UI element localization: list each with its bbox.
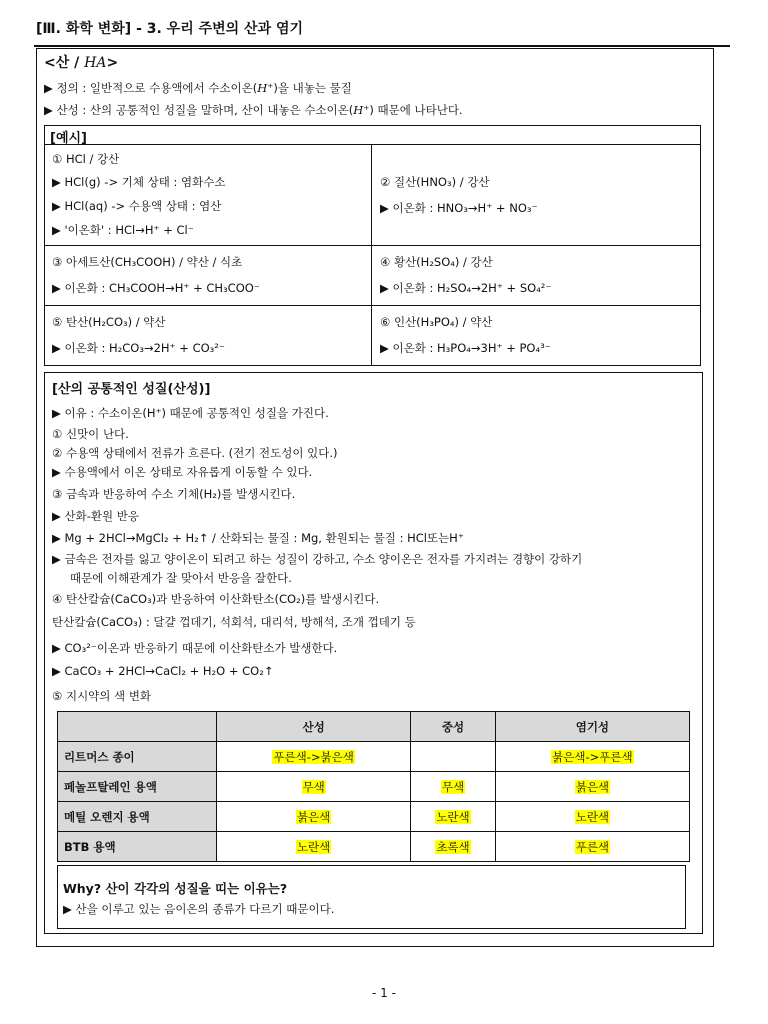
table-cell [217, 832, 411, 862]
examples-title: [예시] [50, 131, 87, 146]
table-row [58, 772, 690, 802]
hcl-title: ① HCl / 강산 [52, 152, 120, 166]
examples-divider-row2 [44, 305, 700, 306]
hcl-aq: ▶ HCl(aq) -> 수용액 상태 : 염산 [52, 199, 222, 213]
examples-divider-top [44, 144, 700, 145]
property-line: 탄산칼슘(CaCO₃) : 달걀 껍데기, 석회석, 대리석, 방해석, 조개 껍데기 등 [52, 615, 416, 629]
table-header-cell: 염기성 [495, 712, 689, 742]
table-row [58, 742, 690, 772]
color-value: 붉은색->푸른색 [552, 749, 633, 764]
why-box [57, 865, 686, 929]
page-number: - 1 - [372, 986, 396, 1000]
acetic-title: ③ 아세트산(CH₃COOH) / 약산 / 식초 [52, 255, 243, 269]
color-value: 붉은색 [296, 809, 331, 824]
header-rule [34, 45, 730, 47]
indicator-name: 메틸 오렌지 용액 [58, 802, 217, 832]
h3po4-title: ⑥ 인산(H₃PO₄) / 약산 [380, 315, 493, 329]
acidity-definition [44, 102, 463, 118]
h3po4-ionization: ▶ 이온화 : H₃PO₄→3H⁺ + PO₄³⁻ [380, 341, 551, 355]
table-cell [495, 802, 689, 832]
property-line: 때문에 이해관계가 잘 맞아서 반응을 잘한다. [70, 571, 292, 585]
color-value: 붉은색 [575, 779, 610, 794]
property-line: ▶ CO₃²⁻이온과 반응하기 때문에 이산화탄소가 발생한다. [52, 641, 338, 655]
indicator-name: BTB 용액 [58, 832, 217, 862]
table-header-row [58, 712, 690, 742]
acid-def-pre: ▶ 정의 : 일반적으로 수용액에서 수소이온( [44, 81, 258, 95]
table-header-cell: 중성 [411, 712, 496, 742]
property-line: ▶ CaCO₃ + 2HCl→CaCl₂ + H₂O + CO₂↑ [52, 664, 274, 678]
acid-title-prefix: <산 / [44, 55, 85, 71]
color-value: 무색 [441, 779, 465, 794]
acid-def-post: )을 내놓는 물질 [273, 81, 352, 95]
table-cell [495, 832, 689, 862]
table-header-cell [58, 712, 217, 742]
h2so4-title: ④ 황산(H₂SO₄) / 강산 [380, 255, 493, 269]
property-line: ② 수용액 상태에서 전류가 흐른다. (전기 전도성이 있다.) [52, 446, 338, 460]
acidity-post: ) 때문에 나타난다. [369, 103, 463, 117]
acid-section-title [44, 52, 118, 72]
acetic-ionization: ▶ 이온화 : CH₃COOH→H⁺ + CH₃COO⁻ [52, 281, 260, 295]
property-line: ① 신맛이 난다. [52, 427, 129, 441]
acid-title-suffix: > [106, 55, 119, 71]
why-answer: ▶ 산을 이루고 있는 음이온의 종류가 다르기 때문이다. [63, 902, 335, 916]
table-cell [217, 772, 411, 802]
acid-title-math: HA [84, 55, 107, 71]
acid-def-math: H⁺ [257, 81, 274, 95]
property-line: ▶ 이유 : 수소이온(H⁺) 때문에 공통적인 성질을 가진다. [52, 406, 329, 420]
examples-divider-col [371, 144, 372, 365]
table-cell [411, 772, 496, 802]
acidity-pre: ▶ 산성 : 산의 공통적인 성질을 말하며, 산이 내놓은 수소이온( [44, 103, 354, 117]
indicator-name: 리트머스 종이 [58, 742, 217, 772]
acidity-math: H⁺ [353, 103, 370, 117]
color-value: 무색 [302, 779, 325, 794]
table-cell [217, 802, 411, 832]
color-value: 푸른색->붉은색 [273, 749, 354, 764]
color-value: 초록색 [436, 839, 470, 854]
property-line: ③ 금속과 반응하여 수소 기체(H₂)를 발생시킨다. [52, 487, 296, 501]
color-value: 노란색 [575, 809, 610, 824]
h2co3-title: ⑤ 탄산(H₂CO₃) / 약산 [52, 315, 166, 329]
table-header-cell: 산성 [217, 712, 411, 742]
h2so4-ionization: ▶ 이온화 : H₂SO₄→2H⁺ + SO₄²⁻ [380, 281, 552, 295]
property-line: ▶ 수용액에서 이온 상태로 자유롭게 이동할 수 있다. [52, 465, 313, 479]
property-line: ▶ 금속은 전자를 잃고 양이온이 되려고 하는 성질이 강하고, 수소 양이온은 전자를 가지려는 경향이 강하기 [52, 552, 583, 566]
table-cell [495, 742, 689, 772]
properties-title: [산의 공통적인 성질(산성)] [52, 382, 211, 397]
acid-definition [44, 80, 352, 96]
hno3-title: ② 질산(HNO₃) / 강산 [380, 175, 490, 189]
color-value: 노란색 [296, 839, 331, 854]
table-cell [217, 742, 411, 772]
property-line: ⑤ 지시약의 색 변화 [52, 689, 152, 703]
table-cell [411, 802, 496, 832]
hcl-ionization: ▶ '이온화' : HCl→H⁺ + Cl⁻ [52, 223, 194, 237]
table-cell [411, 832, 496, 862]
color-value: 푸른색 [575, 839, 610, 854]
why-question: Why? 산이 각각의 성질을 띠는 이유는? [63, 881, 288, 896]
color-value: 노란색 [436, 809, 470, 824]
property-line: ④ 탄산칼슘(CaCO₃)과 반응하여 이산화탄소(CO₂)를 발생시킨다. [52, 592, 380, 606]
table-row [58, 802, 690, 832]
examples-divider-row1 [44, 245, 700, 246]
page-title: [Ⅲ. 화학 변화] - 3. 우리 주변의 산과 염기 [36, 21, 304, 37]
indicator-name: 페놀프탈레인 용액 [58, 772, 217, 802]
table-cell [411, 742, 496, 772]
hcl-gas: ▶ HCl(g) -> 기체 상태 : 염화수소 [52, 175, 226, 189]
hno3-ionization: ▶ 이온화 : HNO₃→H⁺ + NO₃⁻ [380, 201, 538, 215]
property-line: ▶ Mg + 2HCl→MgCl₂ + H₂↑ / 산화되는 물질 : Mg, 환원되는 물질 : HCl또는H⁺ [52, 531, 464, 545]
indicator-table [57, 711, 690, 862]
h2co3-ionization: ▶ 이온화 : H₂CO₃→2H⁺ + CO₃²⁻ [52, 341, 225, 355]
property-line: ▶ 산화-환원 반응 [52, 509, 139, 523]
table-row [58, 832, 690, 862]
table-cell [495, 772, 689, 802]
